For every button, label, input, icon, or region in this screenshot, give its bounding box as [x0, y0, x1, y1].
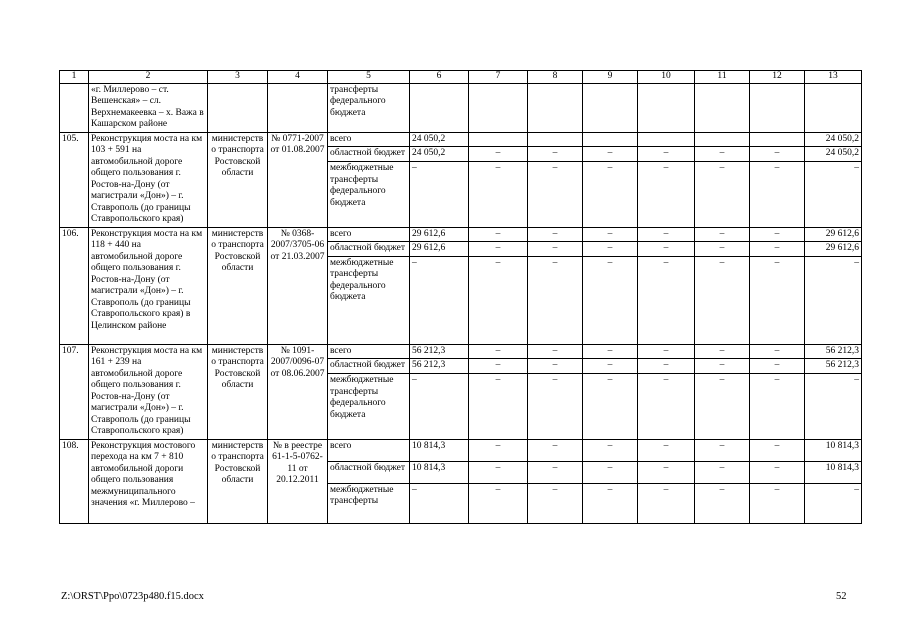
value-cell-col-6: 29 612,6: [410, 227, 469, 242]
value-cell-col-13: [805, 83, 862, 132]
table-row: [60, 227, 862, 242]
value-cell-col-13: –: [805, 256, 862, 344]
value-cell-col-10: –: [638, 227, 695, 242]
funding-source-cell: межбюджетные трансферты: [328, 483, 410, 523]
value-cell-col-9: –: [583, 359, 638, 374]
document-cell: № 0771-2007 от 01.08.2007: [268, 132, 328, 227]
value-cell-col-12: [750, 83, 805, 132]
table-row: [60, 344, 862, 359]
value-cell-col-12: –: [750, 162, 805, 227]
funding-source-cell: всего: [328, 132, 410, 147]
value-cell-col-8: [528, 83, 583, 132]
value-cell-col-7: –: [469, 147, 528, 162]
row-number-cell: [60, 83, 89, 132]
value-cell-col-8: –: [528, 483, 583, 523]
value-cell-col-9: –: [583, 439, 638, 461]
document-cell: № в реестре 61-1-5-0762-11 от 20.12.2011: [268, 439, 328, 523]
row-number-cell: 108.: [60, 439, 89, 523]
object-name-cell: Реконструкция моста на км 161 + 239 на автомобильной дороге общего пользования г. Ростов-на-Дону (от магистрали «Дон») – г. Ставрополь (до границы Ставропольского края): [89, 344, 208, 439]
footer-page-number: 52: [836, 591, 847, 602]
row-number-cell: 106.: [60, 227, 89, 344]
ministry-cell: министерство транспорта Ростовской области: [208, 439, 268, 523]
value-cell-col-11: –: [695, 147, 750, 162]
value-cell-col-13: –: [805, 483, 862, 523]
value-cell-col-10: –: [638, 162, 695, 227]
value-cell-col-12: –: [750, 439, 805, 461]
value-cell-col-11: –: [695, 483, 750, 523]
column-number-13: 13: [805, 71, 862, 84]
budget-table: [59, 70, 862, 524]
value-cell-col-8: –: [528, 162, 583, 227]
value-cell-col-12: –: [750, 483, 805, 523]
value-cell-col-6: 56 212,3: [410, 344, 469, 359]
column-number-8: 8: [528, 71, 583, 84]
footer-file-path: Z:\ORST\Ppo\0723p480.f15.docx: [61, 591, 204, 602]
object-name-cell: Реконструкция моста на км 103 + 591 на автомобильной дороге общего пользования г. Ростов-на-Дону (от магистрали «Дон») – г. Ставрополь (до границы Ставропольского края): [89, 132, 208, 227]
value-cell-col-10: –: [638, 147, 695, 162]
table-row-continuation: [60, 83, 862, 132]
value-cell-col-6: 24 050,2: [410, 132, 469, 147]
value-cell-col-8: –: [528, 439, 583, 461]
column-number-9: 9: [583, 71, 638, 84]
value-cell-col-11: [695, 132, 750, 147]
value-cell-col-7: –: [469, 461, 528, 483]
value-cell-col-11: –: [695, 359, 750, 374]
value-cell-col-9: [583, 83, 638, 132]
value-cell-col-8: –: [528, 374, 583, 439]
value-cell-col-9: [583, 132, 638, 147]
value-cell-col-11: –: [695, 162, 750, 227]
value-cell-col-9: –: [583, 374, 638, 439]
value-cell-col-7: –: [469, 359, 528, 374]
value-cell-col-6: –: [410, 374, 469, 439]
value-cell-col-6: 29 612,6: [410, 242, 469, 257]
column-number-1: 1: [60, 71, 89, 84]
funding-source-cell: трансферты федерального бюджета: [328, 83, 410, 132]
value-cell-col-12: –: [750, 461, 805, 483]
value-cell-col-7: –: [469, 227, 528, 242]
value-cell-col-10: –: [638, 374, 695, 439]
row-number-cell: 107.: [60, 344, 89, 439]
table-row: [60, 132, 862, 147]
column-number-12: 12: [750, 71, 805, 84]
value-cell-col-12: –: [750, 374, 805, 439]
column-number-4: 4: [268, 71, 328, 84]
value-cell-col-9: –: [583, 242, 638, 257]
value-cell-col-12: –: [750, 344, 805, 359]
value-cell-col-10: –: [638, 256, 695, 344]
value-cell-col-13: 24 050,2: [805, 147, 862, 162]
value-cell-col-11: –: [695, 461, 750, 483]
value-cell-col-10: –: [638, 483, 695, 523]
value-cell-col-7: –: [469, 483, 528, 523]
value-cell-col-10: –: [638, 439, 695, 461]
value-cell-col-10: –: [638, 344, 695, 359]
column-number-2: 2: [89, 71, 208, 84]
value-cell-col-13: 29 612,6: [805, 242, 862, 257]
value-cell-col-10: –: [638, 461, 695, 483]
object-name-cell: Реконструкция моста на км 118 + 440 на автомобильной дороге общего пользования г. Ростов-на-Дону (от магистрали «Дон») – г. Ставрополь (до границы Ставропольского края) в Целинском районе: [89, 227, 208, 344]
value-cell-col-12: –: [750, 359, 805, 374]
value-cell-col-9: –: [583, 461, 638, 483]
value-cell-col-12: –: [750, 242, 805, 257]
funding-source-cell: областной бюджет: [328, 147, 410, 162]
document-cell: [268, 83, 328, 132]
funding-source-cell: межбюджетные трансферты федерального бюджета: [328, 374, 410, 439]
value-cell-col-10: –: [638, 359, 695, 374]
value-cell-col-6: 24 050,2: [410, 147, 469, 162]
value-cell-col-11: –: [695, 344, 750, 359]
table-header-row: [60, 71, 862, 84]
document-cell: № 0368-2007/3705-06 от 21.03.2007: [268, 227, 328, 344]
value-cell-col-12: –: [750, 227, 805, 242]
column-number-3: 3: [208, 71, 268, 84]
funding-source-cell: областной бюджет: [328, 359, 410, 374]
value-cell-col-6: 10 814,3: [410, 461, 469, 483]
value-cell-col-6: –: [410, 256, 469, 344]
value-cell-col-8: [528, 132, 583, 147]
value-cell-col-8: –: [528, 147, 583, 162]
value-cell-col-6: 10 814,3: [410, 439, 469, 461]
value-cell-col-9: –: [583, 483, 638, 523]
value-cell-col-6: 56 212,3: [410, 359, 469, 374]
value-cell-col-13: 10 814,3: [805, 461, 862, 483]
funding-source-cell: межбюджетные трансферты федерального бюджета: [328, 162, 410, 227]
ministry-cell: министерство транспорта Ростовской области: [208, 132, 268, 227]
column-number-6: 6: [410, 71, 469, 84]
column-number-11: 11: [695, 71, 750, 84]
value-cell-col-11: –: [695, 227, 750, 242]
value-cell-col-8: –: [528, 256, 583, 344]
value-cell-col-7: [469, 83, 528, 132]
document-cell: № 1091-2007/0096-07 от 08.06.2007: [268, 344, 328, 439]
value-cell-col-11: [695, 83, 750, 132]
value-cell-col-10: [638, 132, 695, 147]
ministry-cell: министерство транспорта Ростовской области: [208, 227, 268, 344]
value-cell-col-8: –: [528, 344, 583, 359]
value-cell-col-13: 56 212,3: [805, 344, 862, 359]
value-cell-col-11: –: [695, 439, 750, 461]
value-cell-col-10: –: [638, 242, 695, 257]
funding-source-cell: всего: [328, 227, 410, 242]
value-cell-col-7: –: [469, 439, 528, 461]
value-cell-col-7: –: [469, 242, 528, 257]
row-number-cell: 105.: [60, 132, 89, 227]
funding-source-cell: областной бюджет: [328, 242, 410, 257]
funding-source-cell: всего: [328, 344, 410, 359]
value-cell-col-11: –: [695, 256, 750, 344]
column-number-5: 5: [328, 71, 410, 84]
value-cell-col-6: [410, 83, 469, 132]
value-cell-col-13: 29 612,6: [805, 227, 862, 242]
value-cell-col-8: –: [528, 359, 583, 374]
funding-source-cell: всего: [328, 439, 410, 461]
value-cell-col-7: –: [469, 162, 528, 227]
value-cell-col-12: –: [750, 256, 805, 344]
value-cell-col-9: –: [583, 344, 638, 359]
value-cell-col-8: –: [528, 227, 583, 242]
value-cell-col-7: [469, 132, 528, 147]
object-name-cell: Реконструкция мостового перехода на км 7 + 810 автомобильной дороги общего пользования межмуниципального значения «г. Миллерово –: [89, 439, 208, 523]
value-cell-col-13: 56 212,3: [805, 359, 862, 374]
value-cell-col-6: –: [410, 483, 469, 523]
column-number-10: 10: [638, 71, 695, 84]
funding-source-cell: межбюджетные трансферты федерального бюджета: [328, 256, 410, 344]
value-cell-col-13: –: [805, 162, 862, 227]
object-name-cell: «г. Миллерово – ст. Вешенская» – сл. Верхнемакеевка – х. Важа в Кашарском районе: [89, 83, 208, 132]
value-cell-col-9: –: [583, 147, 638, 162]
value-cell-col-11: –: [695, 374, 750, 439]
value-cell-col-12: [750, 132, 805, 147]
ministry-cell: министерство транспорта Ростовской области: [208, 344, 268, 439]
value-cell-col-7: –: [469, 374, 528, 439]
value-cell-col-7: –: [469, 344, 528, 359]
value-cell-col-9: –: [583, 162, 638, 227]
table-row: [60, 439, 862, 461]
value-cell-col-10: [638, 83, 695, 132]
value-cell-col-9: –: [583, 227, 638, 242]
value-cell-col-12: –: [750, 147, 805, 162]
value-cell-col-8: –: [528, 242, 583, 257]
ministry-cell: [208, 83, 268, 132]
value-cell-col-8: –: [528, 461, 583, 483]
value-cell-col-9: –: [583, 256, 638, 344]
value-cell-col-6: –: [410, 162, 469, 227]
value-cell-col-13: 24 050,2: [805, 132, 862, 147]
value-cell-col-13: –: [805, 374, 862, 439]
value-cell-col-13: 10 814,3: [805, 439, 862, 461]
value-cell-col-7: –: [469, 256, 528, 344]
value-cell-col-11: –: [695, 242, 750, 257]
column-number-7: 7: [469, 71, 528, 84]
funding-source-cell: областной бюджет: [328, 461, 410, 483]
